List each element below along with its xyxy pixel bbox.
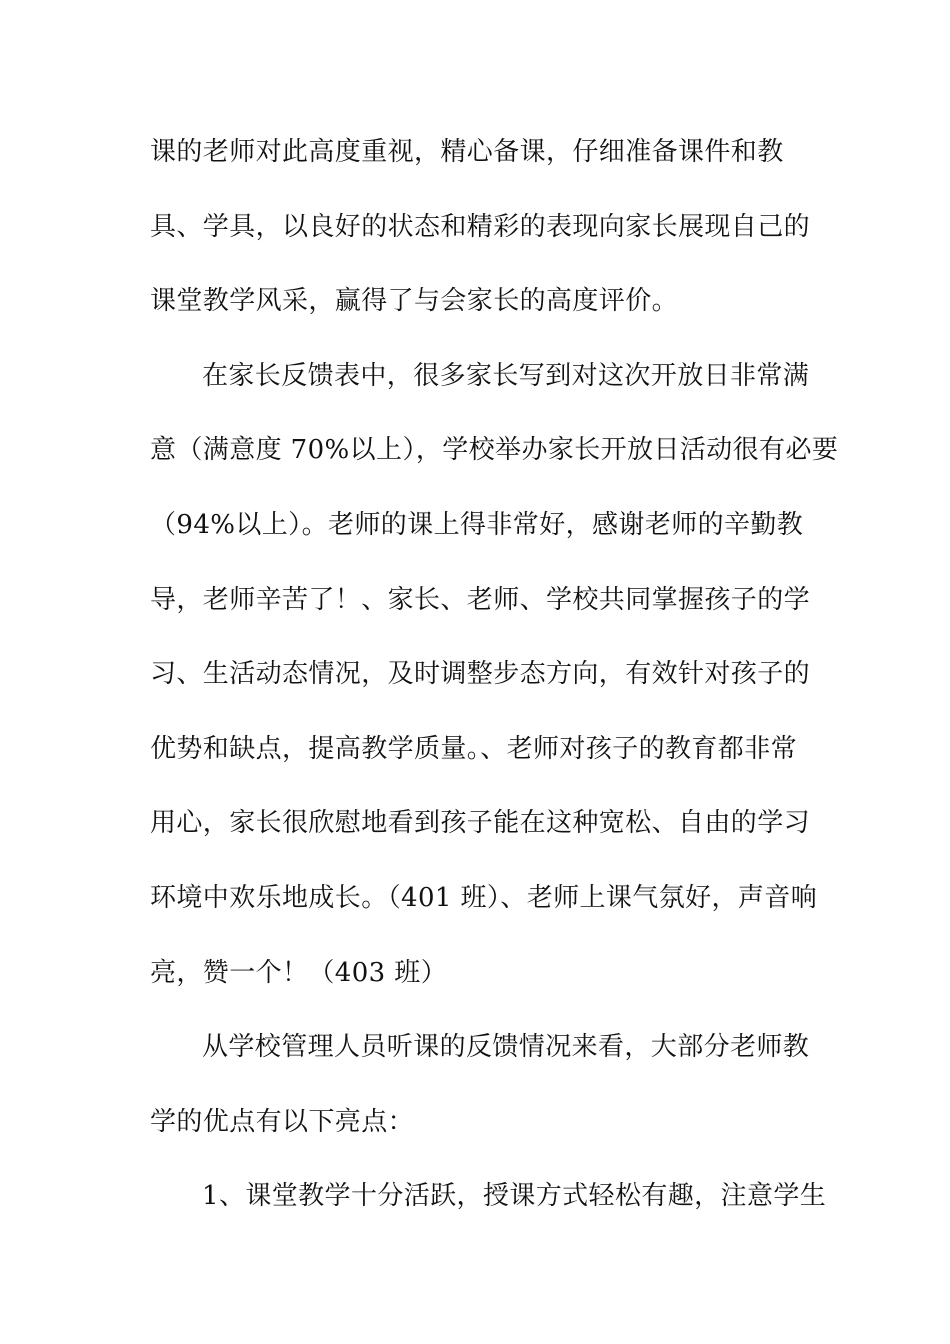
text-line: 习、生活动态情况，及时调整步态方向，有效针对孩子的: [150, 659, 811, 690]
text-line: 从学校管理人员听课的反馈情况来看，大部分老师教: [202, 1032, 810, 1063]
text-line: 环境中欢乐地成长。（401 班）、老师上课气氛好，声音响: [150, 882, 818, 913]
text-line: 课堂教学风采，赢得了与会家长的高度评价。: [150, 286, 679, 317]
text-line: 具、学具，以良好的状态和精彩的表现向家长展现自己的: [150, 211, 811, 242]
text-line: 导，老师辛苦了！、家长、老师、学校共同掌握孩子的学: [150, 584, 811, 615]
document-body: [150, 128, 839, 1247]
text-line: 在家长反馈表中，很多家长写到对这次开放日非常满: [202, 360, 810, 391]
text-line: （94%以上）。老师的课上得非常好，感谢老师的辛勤教: [150, 509, 804, 540]
text-line: 亮，赞一个！（403 班）: [150, 957, 448, 988]
text-line: 优势和缺点，提高教学质量。、老师对孩子的教育都非常: [150, 733, 798, 764]
text-line: 学的优点有以下亮点：: [150, 1106, 415, 1137]
text-line: 课的老师对此高度重视，精心备课，仔细准备课件和教: [150, 137, 784, 167]
text-line: 1、课堂教学十分活跃，授课方式轻松有趣，注意学生: [202, 1181, 827, 1212]
text-line: 意（满意度 70%以上），学校举办家长开放日活动很有必要: [150, 435, 839, 466]
text-line: 用心，家长很欣慰地看到孩子能在这种宽松、自由的学习: [150, 808, 811, 839]
